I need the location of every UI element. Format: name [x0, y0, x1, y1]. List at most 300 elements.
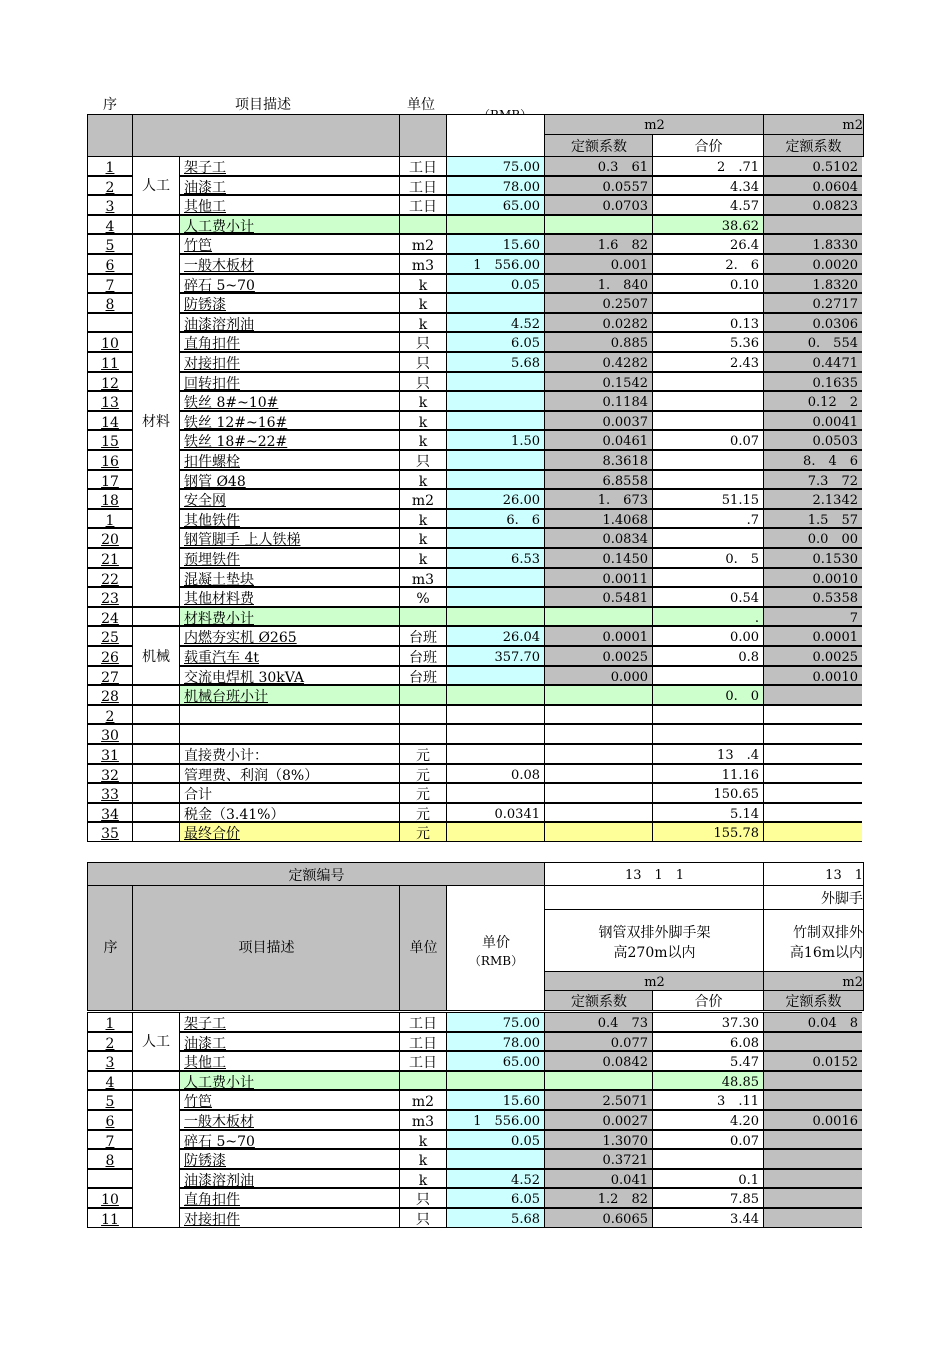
table1-cell-unit — [399, 724, 446, 744]
table1-cell-q1: 1.6 82 — [544, 234, 652, 254]
table1-cell-seq: 31 — [87, 744, 132, 764]
table1-cell-unit: k — [399, 548, 446, 568]
table1-cell-q1: 8.3618 — [544, 450, 652, 470]
table1-cell-q1: 0.0282 — [544, 313, 652, 333]
table1-cell-q1 — [544, 607, 652, 627]
table1-cell-q2 — [763, 822, 862, 842]
table1-cell-price: 0.0341 — [446, 803, 544, 823]
table2-cell-unit: 只 — [399, 1208, 446, 1228]
table1-cell-unit: 元 — [399, 764, 446, 784]
table2-cell-q2 — [763, 1188, 862, 1208]
table1-cell-price: 4.52 — [446, 313, 544, 333]
table2-cell-q2 — [763, 1130, 862, 1150]
t2-blank-top — [544, 885, 765, 911]
table1-cell-unit: 台班 — [399, 646, 446, 666]
table2-cell-item: 竹笆 — [179, 1090, 399, 1110]
t2-qty1: 定额系数 — [544, 990, 654, 1011]
table1-cell-p1: 13 .4 — [652, 744, 763, 764]
table2-cell-q2: 0.0016 — [763, 1110, 862, 1130]
table1-cell-q2: 0.0001 — [763, 626, 862, 646]
table1-cell-unit: 只 — [399, 332, 446, 352]
table1-cell-seq: 6 — [87, 254, 132, 274]
table1-cell-item: 防锈漆 — [179, 293, 399, 313]
table2-cell-price: 65.00 — [446, 1051, 544, 1071]
hdr-col2-unit: m2 — [763, 114, 864, 136]
table1-cell-price: 65.00 — [446, 195, 544, 215]
table1-cell-p1: 4.57 — [652, 195, 763, 215]
table2-cell-unit: 工日 — [399, 1032, 446, 1052]
table1-cell-p1: 2. 6 — [652, 254, 763, 274]
table1-cell-q1: 0.0001 — [544, 626, 652, 646]
table1-cell-p1: 26.4 — [652, 234, 763, 254]
hdr-col1-unit: m2 — [544, 114, 765, 136]
table2-cell-item: 油漆工 — [179, 1032, 399, 1052]
table1-cell-q2: 0.0020 — [763, 254, 862, 274]
table1-cell-q2: 7 — [763, 607, 862, 627]
table1-cell-q1: 0.0025 — [544, 646, 652, 666]
table1-cell-seq: 17 — [87, 470, 132, 490]
table1-cell-price: 26.00 — [446, 489, 544, 509]
table1-cell-item: 铁丝 12#~16# — [179, 411, 399, 431]
hdr-seq-cell — [87, 114, 134, 157]
table1-cell-seq: 1 — [87, 509, 132, 529]
table1-cell-item: 对接扣件 — [179, 352, 399, 372]
table1-cell-p1: 5.36 — [652, 332, 763, 352]
table1-cell-cat-empty — [132, 724, 179, 744]
table1-cell-unit: k — [399, 509, 446, 529]
table1-cell-q2: 0.5102 — [763, 156, 862, 176]
table1-cell-q1: 6.8558 — [544, 470, 652, 490]
table2-category-labor: 人工 — [132, 1012, 179, 1071]
table1-category-labor: 人工 — [132, 156, 179, 215]
table1-cell-unit: 只 — [399, 372, 446, 392]
table1-cell-p1 — [652, 372, 763, 392]
table1-cell-q2 — [763, 744, 862, 764]
table1-cell-seq: 12 — [87, 372, 132, 392]
table1-cell-q2: 0.1635 — [763, 372, 862, 392]
table2-cell-q1 — [544, 1071, 652, 1091]
table1-cell-seq: 26 — [87, 646, 132, 666]
table2-category-material-blank — [132, 1090, 179, 1227]
table1-cell-unit: k — [399, 411, 446, 431]
table2-cell-q1: 1.2 82 — [544, 1188, 652, 1208]
table1-cell-p1: 0.54 — [652, 587, 763, 607]
table2-cell-seq: 8 — [87, 1149, 132, 1169]
header-seq: 序 — [103, 97, 117, 113]
header-desc: 项目描述 — [235, 97, 291, 113]
t2-col1-title — [544, 909, 765, 973]
hdr-price1: 合价 — [652, 134, 765, 157]
table1-cell-price — [446, 744, 544, 764]
table1-cell-seq: 4 — [87, 215, 132, 235]
table1-cell-item: 直角扣件 — [179, 332, 399, 352]
table1-cell-q1: 0.4282 — [544, 352, 652, 372]
table1-cell-seq: 8 — [87, 293, 132, 313]
table1-cell-p1: 4.34 — [652, 176, 763, 196]
table1-cell-p1 — [652, 293, 763, 313]
table2-cell-unit: m3 — [399, 1110, 446, 1130]
hdr-desc-cell — [132, 114, 401, 157]
table1-cell-cat-empty — [132, 744, 179, 764]
table1-cell-price: 0.08 — [446, 764, 544, 784]
t2-hdr-unit: 单位 — [399, 885, 448, 1011]
t2-price1: 合价 — [652, 990, 765, 1011]
table1-cell-p1: 2 .71 — [652, 156, 763, 176]
table1-cell-seq: 32 — [87, 764, 132, 784]
table1-cell-item: 其他铁件 — [179, 509, 399, 529]
table2-cell-price — [446, 1071, 544, 1091]
header-unit: 单位 — [407, 97, 435, 113]
table1-cell-q2: 0.1530 — [763, 548, 862, 568]
table1-cell-unit: m3 — [399, 568, 446, 588]
table2-header — [87, 862, 863, 1012]
table2-cell-price: 0.05 — [446, 1130, 544, 1150]
table1-cell-q2: 0.2717 — [763, 293, 862, 313]
table1-cell-seq: 30 — [87, 724, 132, 744]
t2-col2-sub: 高16m以内 — [789, 945, 863, 961]
table2-cell-q1: 0.0842 — [544, 1051, 652, 1071]
table1-cell-price: 357.70 — [446, 646, 544, 666]
table1-cell-p1: 11.16 — [652, 764, 763, 784]
table1-cell-item: 载重汽车 4t — [179, 646, 399, 666]
table1-cell-cat-empty — [132, 803, 179, 823]
table1-cell-price: 0.05 — [446, 274, 544, 294]
table1-cell-q1 — [544, 744, 652, 764]
code-col2: 13 1 — [763, 862, 864, 886]
table1-cell-unit — [399, 705, 446, 725]
table1-cell-cat-empty — [132, 607, 179, 627]
t2-qty2: 定额系数 — [763, 990, 864, 1011]
table2-cell-price — [446, 1149, 544, 1169]
table1-cell-q1 — [544, 705, 652, 725]
table2-cell-item: 防锈漆 — [179, 1149, 399, 1169]
table1-cell-q1 — [544, 215, 652, 235]
table1-cell-price — [446, 783, 544, 803]
table1-cell-seq: 27 — [87, 666, 132, 686]
table1-cell-q2: 1.8320 — [763, 274, 862, 294]
hdr-unit-cell — [399, 114, 448, 157]
table1-cell-price — [446, 607, 544, 627]
table1-cell-q1: 0.0011 — [544, 568, 652, 588]
table1-cell-q1: 0.0703 — [544, 195, 652, 215]
table1-cell-price: 78.00 — [446, 176, 544, 196]
table2-cell-price: 75.00 — [446, 1012, 544, 1032]
table1-cell-q1 — [544, 822, 652, 842]
table1-cell-price: 6. 6 — [446, 509, 544, 529]
table1-cell-unit: 台班 — [399, 626, 446, 646]
table1-cell-unit: 工日 — [399, 195, 446, 215]
table2-cell-seq: 11 — [87, 1208, 132, 1228]
table1-cell-price — [446, 568, 544, 588]
table1-cell-unit: 工日 — [399, 156, 446, 176]
table1-cell-q2: 0.12 2 — [763, 391, 862, 411]
table1-cell-unit: 只 — [399, 352, 446, 372]
table1-cell-item — [179, 724, 399, 744]
t2-col2-unit: m2 — [763, 971, 864, 992]
table1-cell-p1: 0.8 — [652, 646, 763, 666]
table1-cell-price — [446, 470, 544, 490]
table1-cell-q1: 0.5481 — [544, 587, 652, 607]
table2-cell-q1: 0.4 73 — [544, 1012, 652, 1032]
table1-cell-price: 6.05 — [446, 332, 544, 352]
table1-cell-seq: 25 — [87, 626, 132, 646]
table1-cell-unit: k — [399, 313, 446, 333]
table1-cell-q1: 1.4068 — [544, 509, 652, 529]
table1-cell-price — [446, 450, 544, 470]
table1-cell-p1 — [652, 470, 763, 490]
table2-cell-unit: k — [399, 1149, 446, 1169]
table1-cell-p1 — [652, 724, 763, 744]
table1-cell-price — [446, 528, 544, 548]
table2-cell-p1: 0.07 — [652, 1130, 763, 1150]
table2-cell-q2 — [763, 1071, 862, 1091]
t2-hdr-seq: 序 — [87, 885, 134, 1011]
table2-cell-q1: 0.077 — [544, 1032, 652, 1052]
table2-cell-cat-empty — [132, 1071, 179, 1091]
table1-cell-item: 油漆溶剂油 — [179, 313, 399, 333]
t2-col1-name: 钢管双排外脚手架 — [598, 925, 711, 941]
table2-cell-q1: 1.3070 — [544, 1130, 652, 1150]
table1-cell-q1: 0.3 61 — [544, 156, 652, 176]
table2-cell-seq: 6 — [87, 1110, 132, 1130]
table1-cell-item: 油漆工 — [179, 176, 399, 196]
t2-group-title: 外脚手 — [763, 885, 864, 911]
table1-cell-cat-empty — [132, 705, 179, 725]
table1-cell-p1 — [652, 528, 763, 548]
table2-cell-seq — [87, 1169, 132, 1189]
table1-cell-q1: 0.0461 — [544, 430, 652, 450]
table1-cell-seq: 7 — [87, 274, 132, 294]
table2-cell-p1: 7.85 — [652, 1188, 763, 1208]
table2-cell-p1: 4.20 — [652, 1110, 763, 1130]
table1-cell-q2 — [763, 724, 862, 744]
table1-cell-unit: k — [399, 391, 446, 411]
table1-cell-item: 交流电焊机 30kVA — [179, 666, 399, 686]
table2-cell-p1: 3.44 — [652, 1208, 763, 1228]
table2-cell-seq: 10 — [87, 1188, 132, 1208]
t2-col1-sub: 高270m以内 — [613, 945, 696, 961]
table1-cell-price: 1 556.00 — [446, 254, 544, 274]
table1-cell-unit: k — [399, 274, 446, 294]
table2-cell-unit: k — [399, 1169, 446, 1189]
table1-cell-cat-empty — [132, 764, 179, 784]
table1-cell-p1: .7 — [652, 509, 763, 529]
table2-cell-price: 5.68 — [446, 1208, 544, 1228]
table1-cell-item: 架子工 — [179, 156, 399, 176]
table1-cell-q2: 0.0823 — [763, 195, 862, 215]
table1-cell-q1: 0.0037 — [544, 411, 652, 431]
table2-cell-price: 4.52 — [446, 1169, 544, 1189]
table1-cell-seq: 2 — [87, 176, 132, 196]
table1-cell-seq: 13 — [87, 391, 132, 411]
table1-cell-p1: 0.00 — [652, 626, 763, 646]
table2-cell-price: 1 556.00 — [446, 1110, 544, 1130]
table1-cell-seq: 10 — [87, 332, 132, 352]
table1-cell-item: 合计 — [179, 783, 399, 803]
table2-cell-unit: m2 — [399, 1090, 446, 1110]
table1-cell-q2 — [763, 764, 862, 784]
table1-cell-q1: 0.000 — [544, 666, 652, 686]
table1-cell-q2: 2.1342 — [763, 489, 862, 509]
table1-cell-unit: k — [399, 293, 446, 313]
table1-cell-item: 管理费、利润（8%） — [179, 764, 399, 784]
table1-cell-q2 — [763, 215, 862, 235]
table1-cell-p1 — [652, 411, 763, 431]
table2-cell-q2 — [763, 1169, 862, 1189]
table1-cell-p1: 51.15 — [652, 489, 763, 509]
table1-cell-q2: 0.0010 — [763, 568, 862, 588]
table1-cell-q2: 0.0306 — [763, 313, 862, 333]
table1-cell-item: 铁丝 8#~10# — [179, 391, 399, 411]
table2-cell-p1: 3 .11 — [652, 1090, 763, 1110]
table1-cell-seq: 24 — [87, 607, 132, 627]
table2-cell-q1: 0.3721 — [544, 1149, 652, 1169]
table2-cell-p1: 48.85 — [652, 1071, 763, 1091]
table1-cell-price: 5.68 — [446, 352, 544, 372]
table1-cell-price: 1.50 — [446, 430, 544, 450]
table2-cell-price: 6.05 — [446, 1188, 544, 1208]
table1-cell-unit — [399, 215, 446, 235]
table1-cell-q1: 0.1542 — [544, 372, 652, 392]
table1-cell-price — [446, 391, 544, 411]
table1-cell-price — [446, 685, 544, 705]
table1-cell-unit: m2 — [399, 489, 446, 509]
table1-cell-unit: 元 — [399, 822, 446, 842]
table2-cell-price: 78.00 — [446, 1032, 544, 1052]
table1-cell-p1: 0. 5 — [652, 548, 763, 568]
hdr-price-cell — [446, 114, 546, 157]
table1-cell-q2: 7.3 72 — [763, 470, 862, 490]
table2-cell-item: 直角扣件 — [179, 1188, 399, 1208]
table2-cell-q1: 0.0027 — [544, 1110, 652, 1130]
code-col1: 13 1 1 — [544, 862, 765, 886]
table1-cell-p1 — [652, 450, 763, 470]
t2-col2-title — [763, 909, 864, 973]
table1-cell-q1: 0.001 — [544, 254, 652, 274]
table2-cell-p1: 5.47 — [652, 1051, 763, 1071]
table2-cell-q1: 0.041 — [544, 1169, 652, 1189]
table1-cell-unit: % — [399, 587, 446, 607]
table1-cell-item: 扣件螺栓 — [179, 450, 399, 470]
table2-cell-item: 其他工 — [179, 1051, 399, 1071]
table1-cell-seq: 18 — [87, 489, 132, 509]
table1-cell-cat-empty — [132, 685, 179, 705]
table1-cell-q2: 0.5358 — [763, 587, 862, 607]
table1-cell-item: 钢管脚手 上人铁梯 — [179, 528, 399, 548]
table1-cell-q2 — [763, 685, 862, 705]
table1-category-machine: 机械 — [132, 626, 179, 685]
table1-cell-unit: k — [399, 430, 446, 450]
table1-cell-seq: 21 — [87, 548, 132, 568]
table1-cell-q2 — [763, 803, 862, 823]
code-label: 定额编号 — [87, 862, 546, 886]
table1-cell-p1: 0.07 — [652, 430, 763, 450]
table1-cell-q2: 1.8330 — [763, 234, 862, 254]
table1-cell-q1: 0.2507 — [544, 293, 652, 313]
table1-cell-q1 — [544, 803, 652, 823]
table2-cell-q2 — [763, 1090, 862, 1110]
table1-cell-seq: 16 — [87, 450, 132, 470]
table1-cell-price — [446, 822, 544, 842]
table1-cell-q1 — [544, 685, 652, 705]
table1-cell-q2: 0.0025 — [763, 646, 862, 666]
table1-cell-seq: 14 — [87, 411, 132, 431]
table1-cell-q1: 0.885 — [544, 332, 652, 352]
table1-cell-item: 其他材料费 — [179, 587, 399, 607]
table1-cell-q1: 1. 840 — [544, 274, 652, 294]
table1-cell-p1: 0.13 — [652, 313, 763, 333]
table1-cell-seq: 33 — [87, 783, 132, 803]
table2-cell-p1: 0.1 — [652, 1169, 763, 1189]
table1-header — [87, 114, 863, 156]
table1-cell-item: 最终合价 — [179, 822, 399, 842]
table1-cell-seq: 28 — [87, 685, 132, 705]
table2-cell-item: 对接扣件 — [179, 1208, 399, 1228]
table1-cell-item: 内燃夯实机 Ø265 — [179, 626, 399, 646]
table2-cell-seq: 5 — [87, 1090, 132, 1110]
table1-cell-q2: 0.0010 — [763, 666, 862, 686]
table1-cell-item: 碎石 5~70 — [179, 274, 399, 294]
table1-cell-seq — [87, 313, 132, 333]
table2-cell-p1: 37.30 — [652, 1012, 763, 1032]
table1-cell-price — [446, 724, 544, 744]
table1-cell-q2: 8. 4 6 — [763, 450, 862, 470]
table1-cell-unit: 元 — [399, 803, 446, 823]
table1-cell-price: 26.04 — [446, 626, 544, 646]
table1-cell-price: 6.53 — [446, 548, 544, 568]
t2-hdr-rmb: （RMB） — [468, 954, 524, 968]
table1-cell-q1: 0.0557 — [544, 176, 652, 196]
table1-cell-item: 一般木板材 — [179, 254, 399, 274]
table1-cell-q2: 0. 554 — [763, 332, 862, 352]
table1-cell-seq: 15 — [87, 430, 132, 450]
table1-cell-q1: 0.1184 — [544, 391, 652, 411]
table1-cell-seq: 20 — [87, 528, 132, 548]
table1-cell-item: 预埋铁件 — [179, 548, 399, 568]
table1-cell-seq: 5 — [87, 234, 132, 254]
table1-cell-cat-empty — [132, 215, 179, 235]
table1-cell-item: 钢管 Ø48 — [179, 470, 399, 490]
table1-cell-unit: m3 — [399, 254, 446, 274]
table1-cell-price — [446, 293, 544, 313]
table2-cell-q1: 0.6065 — [544, 1208, 652, 1228]
t2-hdr-price-cell — [446, 885, 546, 1011]
table2-cell-q1: 2.5071 — [544, 1090, 652, 1110]
table1-cell-p1: 2.43 — [652, 352, 763, 372]
table2-cell-q2: 0.0152 — [763, 1051, 862, 1071]
table1-cell-item — [179, 705, 399, 725]
table1-cell-item: 回转扣件 — [179, 372, 399, 392]
table1-cell-unit — [399, 685, 446, 705]
table2-cell-seq: 1 — [87, 1012, 132, 1032]
table1-cell-item: 直接费小计： — [179, 744, 399, 764]
table1-cell-q1: 1. 673 — [544, 489, 652, 509]
table1-cell-p1 — [652, 568, 763, 588]
table1-cell-price — [446, 372, 544, 392]
table1-cell-q2: 0.0 00 — [763, 528, 862, 548]
table1-cell-q2: 0.0604 — [763, 176, 862, 196]
table2-cell-seq: 7 — [87, 1130, 132, 1150]
table2-cell-unit: k — [399, 1130, 446, 1150]
table1-cell-item: 机械台班小计 — [179, 685, 399, 705]
table1-cell-p1: 0.10 — [652, 274, 763, 294]
table1-cell-seq: 23 — [87, 587, 132, 607]
table1-cell-p1: 5.14 — [652, 803, 763, 823]
table1-cell-cat-empty — [132, 783, 179, 803]
table1-cell-p1: 0. 0 — [652, 685, 763, 705]
table1-cell-unit: 元 — [399, 744, 446, 764]
table1-cell-p1: . — [652, 607, 763, 627]
